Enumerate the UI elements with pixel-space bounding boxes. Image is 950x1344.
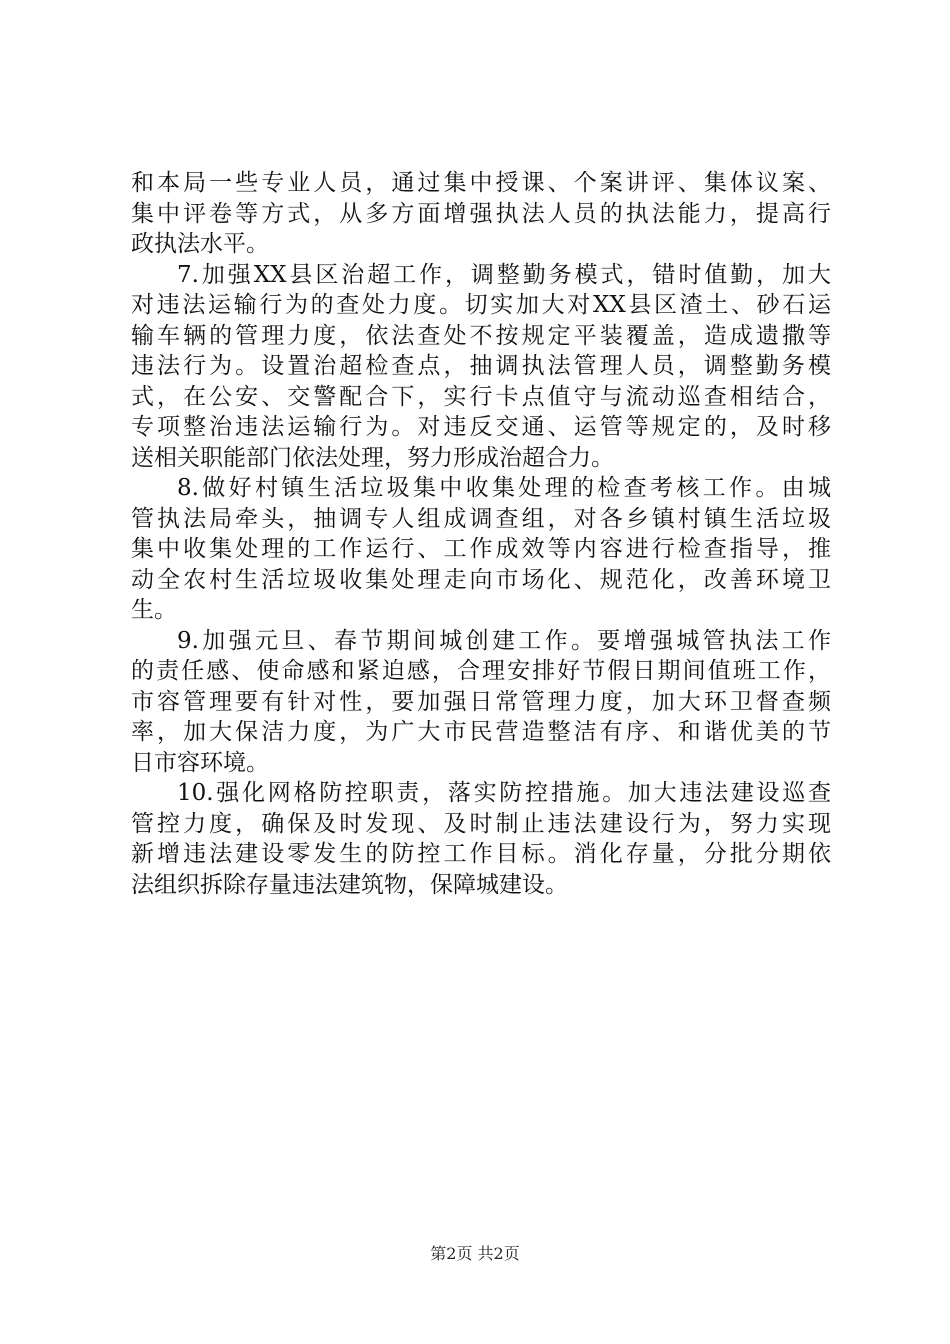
text-line: 生。 (131, 597, 177, 623)
document-body (131, 168, 831, 900)
page-number-footer: 第2页 共2页 (430, 1244, 520, 1263)
text-line: 日市容环境。 (131, 749, 269, 776)
text-line: 管控力度，确保及时发现、及时制止违法建设行为，努力实现 (131, 810, 831, 837)
text-line: 法组织拆除存量违法建筑物，保障城建设。 (131, 871, 568, 898)
text-line: 违法行为。设置治超检查点，抽调执法管理人员，调整勤务模 (131, 353, 831, 379)
text-line: 动全农村生活垃圾收集处理走向市场化、规范化，改善环境卫 (131, 566, 831, 593)
text-line: 式，在公安、交警配合下，实行卡点值守与流动巡查相结合， (131, 383, 831, 410)
paragraph-8-first-line: 8.做好村镇生活垃圾集中收集处理的检查考核工作。由城 (177, 475, 831, 501)
paragraph-9-first-line: 9.加强元旦、春节期间城创建工作。要增强城管执法工作 (177, 627, 831, 654)
text-line: 管执法局牵头，抽调专人组成调查组，对各乡镇村镇生活垃圾 (131, 505, 831, 532)
text-line: 政执法水平。 (131, 231, 269, 257)
text-line: 市容管理要有针对性，要加强日常管理力度，加大环卫督查频 (131, 688, 831, 715)
text-line: 的责任感、使命感和紧迫感，合理安排好节假日期间值班工作， (131, 658, 831, 684)
text-line: 送相关职能部门依法处理，努力形成治超合力。 (131, 444, 614, 471)
paragraph-7-first-line: 7.加强XX县区治超工作，调整勤务模式，错时值勤，加大 (177, 261, 831, 288)
text-line: 率，加大保洁力度，为广大市民营造整洁有序、和谐优美的节 (131, 719, 831, 745)
text-line: 集中评卷等方式，从多方面增强执法人员的执法能力，提高行 (131, 200, 831, 227)
text-line: 专项整治违法运输行为。对违反交通、运管等规定的，及时移 (131, 414, 831, 440)
text-line: 输车辆的管理力度，依法查处不按规定平装覆盖，造成遗撒等 (131, 322, 831, 349)
paragraph-10-first-line: 10.强化网格防控职责，落实防控措施。加大违法建设巡查 (177, 780, 831, 806)
text-line: 对违法运输行为的查处力度。切实加大对XX县区渣土、砂石运 (131, 292, 831, 318)
text-line: 集中收集处理的工作运行、工作成效等内容进行检查指导，推 (131, 536, 831, 562)
text-line: 和本局一些专业人员，通过集中授课、个案讲评、集体议案、 (131, 170, 831, 196)
text-line: 新增违法建设零发生的防控工作目标。消化存量，分批分期依 (131, 841, 831, 867)
